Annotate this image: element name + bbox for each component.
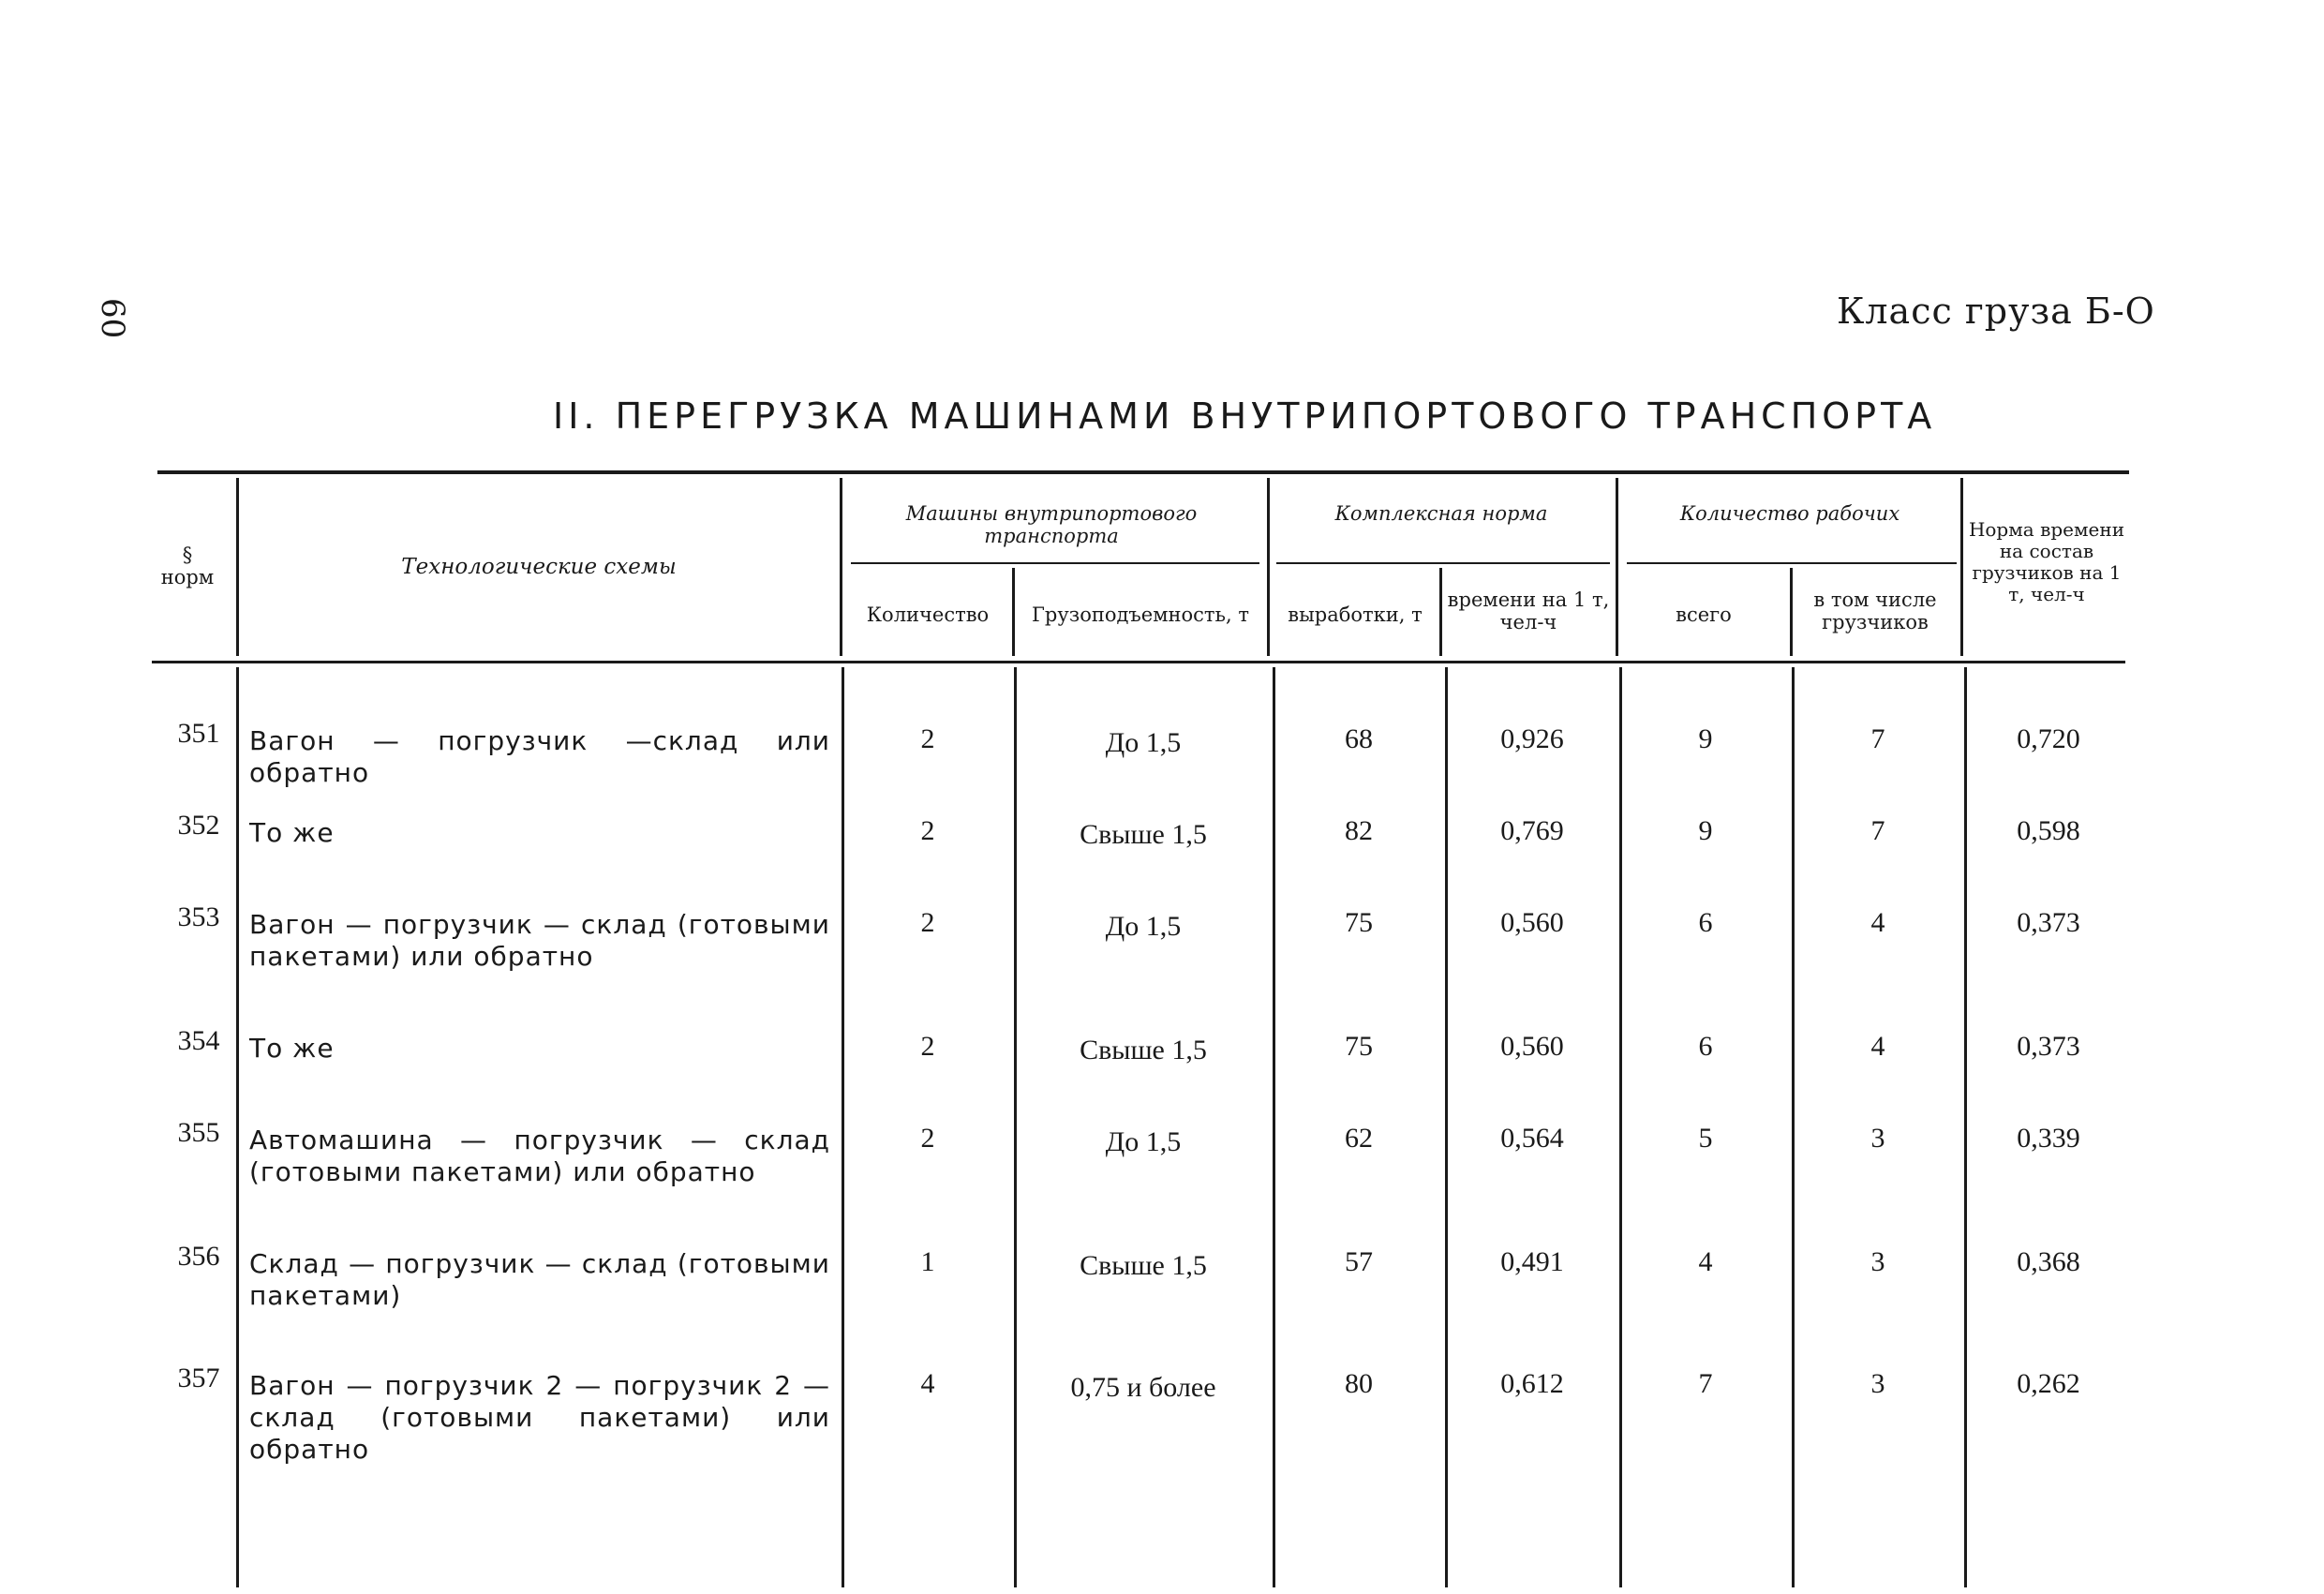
subheader-rule-machines xyxy=(851,562,1259,564)
cell-scheme: То же xyxy=(249,817,335,848)
cell-workers-loaders: 3 xyxy=(1870,1368,1885,1399)
cell-capacity: До 1,5 xyxy=(1105,911,1182,942)
cell-workers-total: 7 xyxy=(1698,1368,1713,1399)
cell-time-norm: 0,373 xyxy=(2017,1031,2080,1062)
cell-capacity: 0,75 и более xyxy=(1070,1372,1216,1403)
header-divider xyxy=(1267,478,1270,656)
cell-scheme: Автомашина — погрузчик — склад (готовыми пакетами) или обратно xyxy=(249,1125,830,1187)
header-divider xyxy=(1960,478,1963,656)
cell-norm-no: 352 xyxy=(177,810,220,841)
cell-norm-no: 351 xyxy=(177,718,220,749)
cell-workers-total: 9 xyxy=(1698,815,1713,846)
header-divider xyxy=(1790,568,1793,656)
cell-workers-loaders: 4 xyxy=(1870,907,1885,938)
cell-workers-total: 4 xyxy=(1698,1246,1713,1277)
cell-output: 75 xyxy=(1345,1031,1373,1062)
cell-output: 80 xyxy=(1345,1368,1373,1399)
cell-time-norm: 0,373 xyxy=(2017,907,2080,938)
cell-scheme: Вагон — погрузчик —склад или обратно xyxy=(249,725,830,788)
cell-capacity: Свыше 1,5 xyxy=(1080,1250,1207,1281)
cell-norm-no: 353 xyxy=(177,901,220,932)
cell-scheme: Склад — погрузчик — склад (готовыми пакетами) xyxy=(249,1248,830,1311)
cell-output: 68 xyxy=(1345,723,1373,754)
cell-machines-count: 2 xyxy=(920,907,935,938)
cell-machines-count: 2 xyxy=(920,1123,935,1154)
header-divider xyxy=(1616,478,1618,656)
cell-time-norm: 0,368 xyxy=(2017,1246,2080,1277)
header-machines-group: Машины внутрипортового транспорта xyxy=(905,502,1198,548)
header-norm-no: § норм xyxy=(160,544,215,589)
cell-machines-count: 2 xyxy=(920,1031,935,1062)
cell-workers-loaders: 7 xyxy=(1870,815,1885,846)
cell-norm-no: 354 xyxy=(177,1025,220,1056)
cargo-class-heading: Класс груза Б-О xyxy=(1837,290,2155,332)
cell-capacity: Свыше 1,5 xyxy=(1080,819,1207,850)
cell-machines-count: 1 xyxy=(920,1246,935,1277)
cell-time-norm: 0,598 xyxy=(2017,815,2080,846)
cell-output: 82 xyxy=(1345,815,1373,846)
cell-machines-count: 2 xyxy=(920,815,935,846)
header-time-norm: Норма времени на состав грузчиков на 1 т, чел-ч xyxy=(1968,518,2125,605)
header-bottom-rule xyxy=(152,661,2125,663)
header-complex-norm-group: Комплексная норма xyxy=(1334,502,1548,525)
cell-norm-no: 356 xyxy=(177,1241,220,1272)
cell-time-per-t: 0,560 xyxy=(1500,907,1564,938)
cell-time-norm: 0,720 xyxy=(2017,723,2080,754)
cell-workers-total: 9 xyxy=(1698,723,1713,754)
cell-scheme: Вагон — погрузчик — склад (готовыми пакетами) или обратно xyxy=(249,909,830,972)
cell-output: 57 xyxy=(1345,1246,1373,1277)
cell-capacity: Свыше 1,5 xyxy=(1080,1035,1207,1065)
header-workers-group: Количество рабочих xyxy=(1679,502,1900,525)
header-output: выработки, т xyxy=(1288,603,1423,626)
header-divider xyxy=(1439,568,1442,656)
cell-norm-no: 355 xyxy=(177,1117,220,1148)
header-workers-loaders: в том числе грузчиков xyxy=(1813,588,1937,634)
header-schemes: Технологические схемы xyxy=(401,555,677,579)
cell-time-norm: 0,262 xyxy=(2017,1368,2080,1399)
cell-capacity: До 1,5 xyxy=(1105,727,1182,758)
page-number: 60 xyxy=(94,298,131,339)
header-divider xyxy=(1012,568,1015,656)
subheader-rule-workers xyxy=(1627,562,1957,564)
header-machines-capacity: Грузоподъемность, т xyxy=(1032,603,1249,626)
cell-time-per-t: 0,564 xyxy=(1500,1123,1564,1154)
table-top-rule xyxy=(157,470,2129,474)
cell-scheme: То же xyxy=(249,1033,335,1064)
cell-workers-loaders: 3 xyxy=(1870,1123,1885,1154)
subheader-rule-complex xyxy=(1276,562,1610,564)
cell-time-norm: 0,339 xyxy=(2017,1123,2080,1154)
cell-time-per-t: 0,491 xyxy=(1500,1246,1564,1277)
cell-time-per-t: 0,926 xyxy=(1500,723,1564,754)
cell-norm-no: 357 xyxy=(177,1363,220,1393)
section-title: II. ПЕРЕГРУЗКА МАШИНАМИ ВНУТРИПОРТОВОГО ТРАНСПОРТА xyxy=(553,395,1937,437)
header-machines-count: Количество xyxy=(866,603,990,626)
cell-workers-loaders: 7 xyxy=(1870,723,1885,754)
cell-workers-total: 6 xyxy=(1698,1031,1713,1062)
header-workers-total: всего xyxy=(1676,603,1732,626)
cell-time-per-t: 0,560 xyxy=(1500,1031,1564,1062)
cell-time-per-t: 0,769 xyxy=(1500,815,1564,846)
cell-machines-count: 2 xyxy=(920,723,935,754)
cell-time-per-t: 0,612 xyxy=(1500,1368,1564,1399)
header-time-per-t: времени на 1 т, чел-ч xyxy=(1447,588,1610,634)
cell-machines-count: 4 xyxy=(920,1368,935,1399)
cell-workers-total: 6 xyxy=(1698,907,1713,938)
cell-workers-loaders: 4 xyxy=(1870,1031,1885,1062)
cell-scheme: Вагон — погрузчик 2 — погрузчик 2 — склад (готовыми пакетами) или обратно xyxy=(249,1370,830,1465)
cell-output: 75 xyxy=(1345,907,1373,938)
header-divider xyxy=(236,478,239,656)
cell-workers-loaders: 3 xyxy=(1870,1246,1885,1277)
cell-workers-total: 5 xyxy=(1698,1123,1713,1154)
cell-capacity: До 1,5 xyxy=(1105,1126,1182,1157)
cell-output: 62 xyxy=(1345,1123,1373,1154)
header-divider xyxy=(840,478,842,656)
